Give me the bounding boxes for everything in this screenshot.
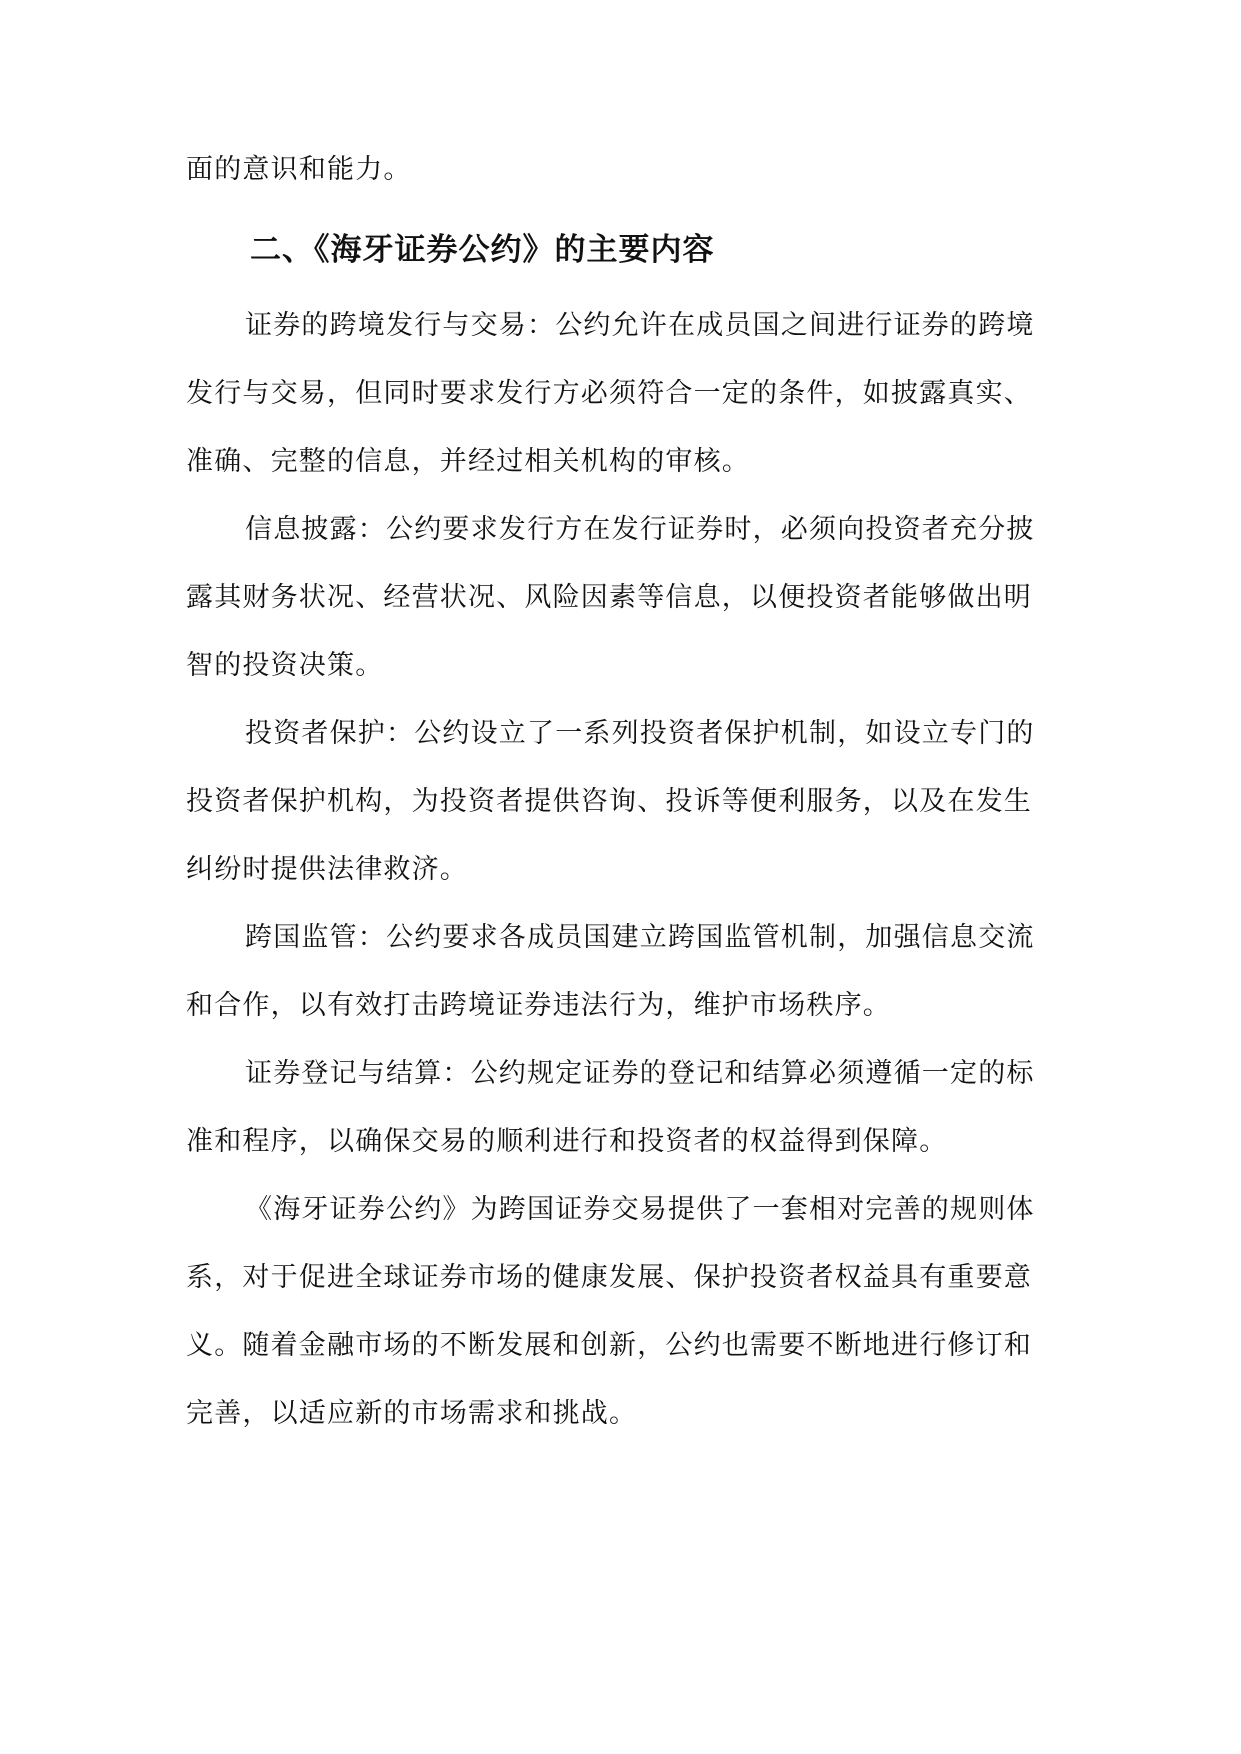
text-line: 发行与交易，但同时要求发行方必须符合一定的条件，如披露真实、: [186, 378, 1032, 409]
text-line: 《海牙证券公约》为跨国证券交易提供了一套相对完善的规则体: [245, 1194, 1035, 1225]
text-line: 证券登记与结算：公约规定证券的登记和结算必须遵循一定的标: [245, 1058, 1035, 1089]
text-line: 和合作，以有效打击跨境证券违法行为，维护市场秩序。: [186, 990, 891, 1021]
text-line: 系，对于促进全球证券市场的健康发展、保护投资者权益具有重要意: [186, 1262, 1032, 1293]
text-line: 证券的跨境发行与交易：公约允许在成员国之间进行证券的跨境: [245, 310, 1035, 341]
text-line: 准确、完整的信息，并经过相关机构的审核。: [186, 446, 750, 477]
text-line: 完善，以适应新的市场需求和挑战。: [186, 1398, 638, 1429]
text-line: 跨国监管：公约要求各成员国建立跨国监管机制，加强信息交流: [245, 922, 1035, 953]
text-line: 面的意识和能力。: [186, 154, 412, 185]
text-line: 露其财务状况、经营状况、风险因素等信息，以便投资者能够做出明: [186, 582, 1032, 613]
section-heading: 二、《海牙证券公约》的主要内容: [250, 232, 715, 268]
text-line: 义。随着金融市场的不断发展和创新，公约也需要不断地进行修订和: [186, 1330, 1032, 1361]
text-line: 投资者保护：公约设立了一系列投资者保护机制，如设立专门的: [245, 718, 1035, 749]
text-line: 投资者保护机构，为投资者提供咨询、投诉等便利服务，以及在发生: [186, 786, 1032, 817]
text-line: 纠纷时提供法律救济。: [186, 854, 468, 885]
text-line: 准和程序，以确保交易的顺利进行和投资者的权益得到保障。: [186, 1126, 948, 1157]
text-line: 信息披露：公约要求发行方在发行证券时，必须向投资者充分披: [245, 514, 1035, 545]
text-line: 智的投资决策。: [186, 650, 384, 681]
